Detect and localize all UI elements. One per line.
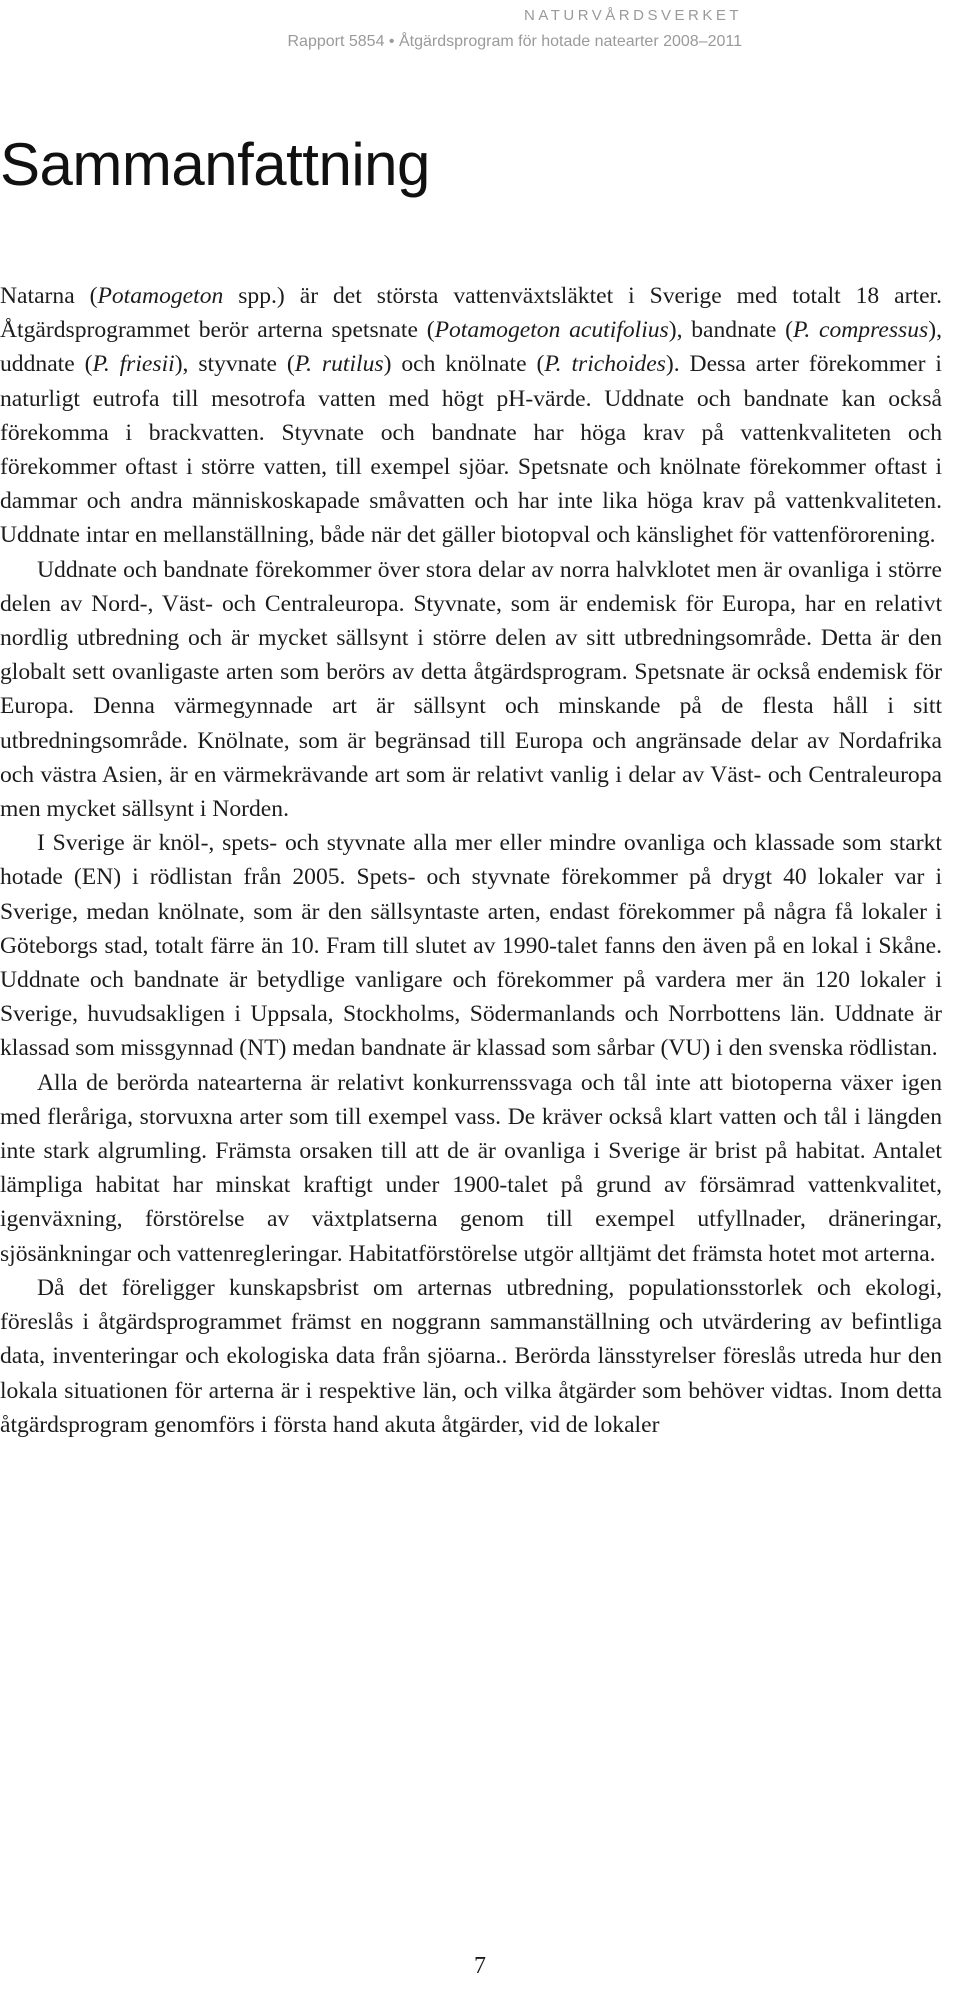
species-name: P. compressus — [792, 317, 929, 344]
page-number-value: 7 — [474, 1953, 486, 1979]
text-run: spp.) är det största vattenväxtsläktet i Sverige med totalt 18 arter. Åtgärdsprogrammet berör arterna spetsnate ( — [0, 283, 942, 344]
text-run: Då det föreligger kunskapsbrist om arternas utbredning, populationsstorlek och ekologi, föreslås i åtgärdsprogrammet främst en noggrann sammanställning och utvärdering av befintliga data, inventeringar och ekologiska data från sjöarna.. Berörda länsstyrelser föreslås utreda hur den lokala situationen för arterna är i respektive län, och vilka åtgärder som behöver vidtas. Inom detta åtgärdsprogram genomförs i första hand akuta åtgärder, vid de lokaler — [0, 1274, 942, 1438]
text-run: Natarna ( — [0, 283, 98, 309]
page-number — [0, 1952, 960, 1980]
species-name: Potamogeton — [97, 283, 224, 309]
text-run: ), bandnate ( — [668, 317, 793, 344]
species-name: P. friesii — [92, 351, 175, 378]
species-name: Potamogeton acutifolius — [434, 317, 669, 344]
paragraph — [0, 553, 942, 827]
text-run: ). Dessa arter förekommer i naturligt eutrofa till mesotrofa vatten med högt pH-värde. Uddnate och bandnate kan också förekomma i brackvatten. Styvnate och bandnate har höga krav på vattenkvaliteten och förekommer oftast i större vatten, till exempel sjöar. Spetsnate och knölnate förekommer oftast i dammar och andra människoskapade småvatten och har inte lika höga krav på vattenkvaliteten. Uddnate intar en mellanställning, både när det gäller biotopval och känslighet för vattenförorening. — [0, 351, 942, 549]
text-run: I Sverige är knöl-, spets- och styvnate alla mer eller mindre ovanliga och klassade som starkt hotade (EN) i rödlistan från 2005. Spets- och styvnate förekommer på drygt 40 lokaler var i Sverige, medan knölnate, som är den sällsyntaste arten, endast förekommer på några få lokaler i Göteborgs stad, totalt färre än 10. Fram till slutet av 1990-talet fanns den även på en lokal i Skåne. Uddnate och bandnate är betydlige vanligare och förekommer på vardera mer än 120 lokaler i Sverige, huvudsakligen i Uppsala, Stockholms, Södermanlands och Norrbottens län. Uddnate är klassad som missgynnad (NT) medan bandnate är klassad som sårbar (VU) i den svenska rödlistan. — [0, 830, 942, 1062]
species-name: P. rutilus — [294, 351, 384, 378]
text-run: ), styvnate ( — [174, 351, 295, 378]
text-run: Alla de berörda natearterna är relativt konkurrenssvaga och tål inte att biotoperna växer igen med fleråriga, storvuxna arter som till exempel vass. De kräver också klart vatten och tål i längden inte stark algrumling. Främsta orsaken till att de är ovanliga i Sverige är brist på habitat. Antalet lämpliga habitat har minskat kraftigt under 1900-talet på grund av försämrad vattenkvalitet, igenväxning, förstörelse av växtplatserna genom till exempel utfyllnader, dräneringar, sjösänkningar och vattenregleringar. Habitatförstörelse utgör alltjämt det främsta hotet mot arterna. — [0, 1069, 942, 1267]
report-line: Rapport 5854 • Åtgärdsprogram för hotade natearter 2008–2011 — [287, 33, 742, 50]
text-run: ), uddnate ( — [0, 317, 942, 378]
paragraph — [0, 826, 942, 1065]
paragraph — [0, 1271, 942, 1442]
page-title: Sammanfattning — [0, 131, 430, 198]
text-run: ) och knölnate ( — [383, 351, 545, 378]
running-header — [288, 6, 743, 52]
paragraph — [0, 279, 942, 553]
species-name: P. trichoides — [544, 351, 666, 378]
text-run: Uddnate och bandnate förekommer över stora delar av norra halvklotet men är ovanliga i större delen av Nord-, Väst- och Centraleuropa. Styvnate, som är endemisk för Europa, har en relativt nordlig utbredning och är mycket sällsynt i större delen av sitt utbredningsområde. Detta är den globalt sett ovanligaste arten som berörs av detta åtgärdsprogram. Spetsnate är också endemisk för Europa. Denna värmegynnade art är sällsynt och minskande på de flesta håll i sitt utbredningsområde. Knölnate, som är begränsad till Europa och angränsade delar av Nordafrika och västra Asien, är en värmekrävande art som är relativt vanlig i delar av Väst- och Centraleuropa men mycket sällsynt i Norden. — [0, 556, 942, 823]
organization-name: NATURVÅRDSVERKET — [524, 7, 742, 24]
body-text — [0, 279, 942, 1442]
paragraph — [0, 1066, 942, 1271]
